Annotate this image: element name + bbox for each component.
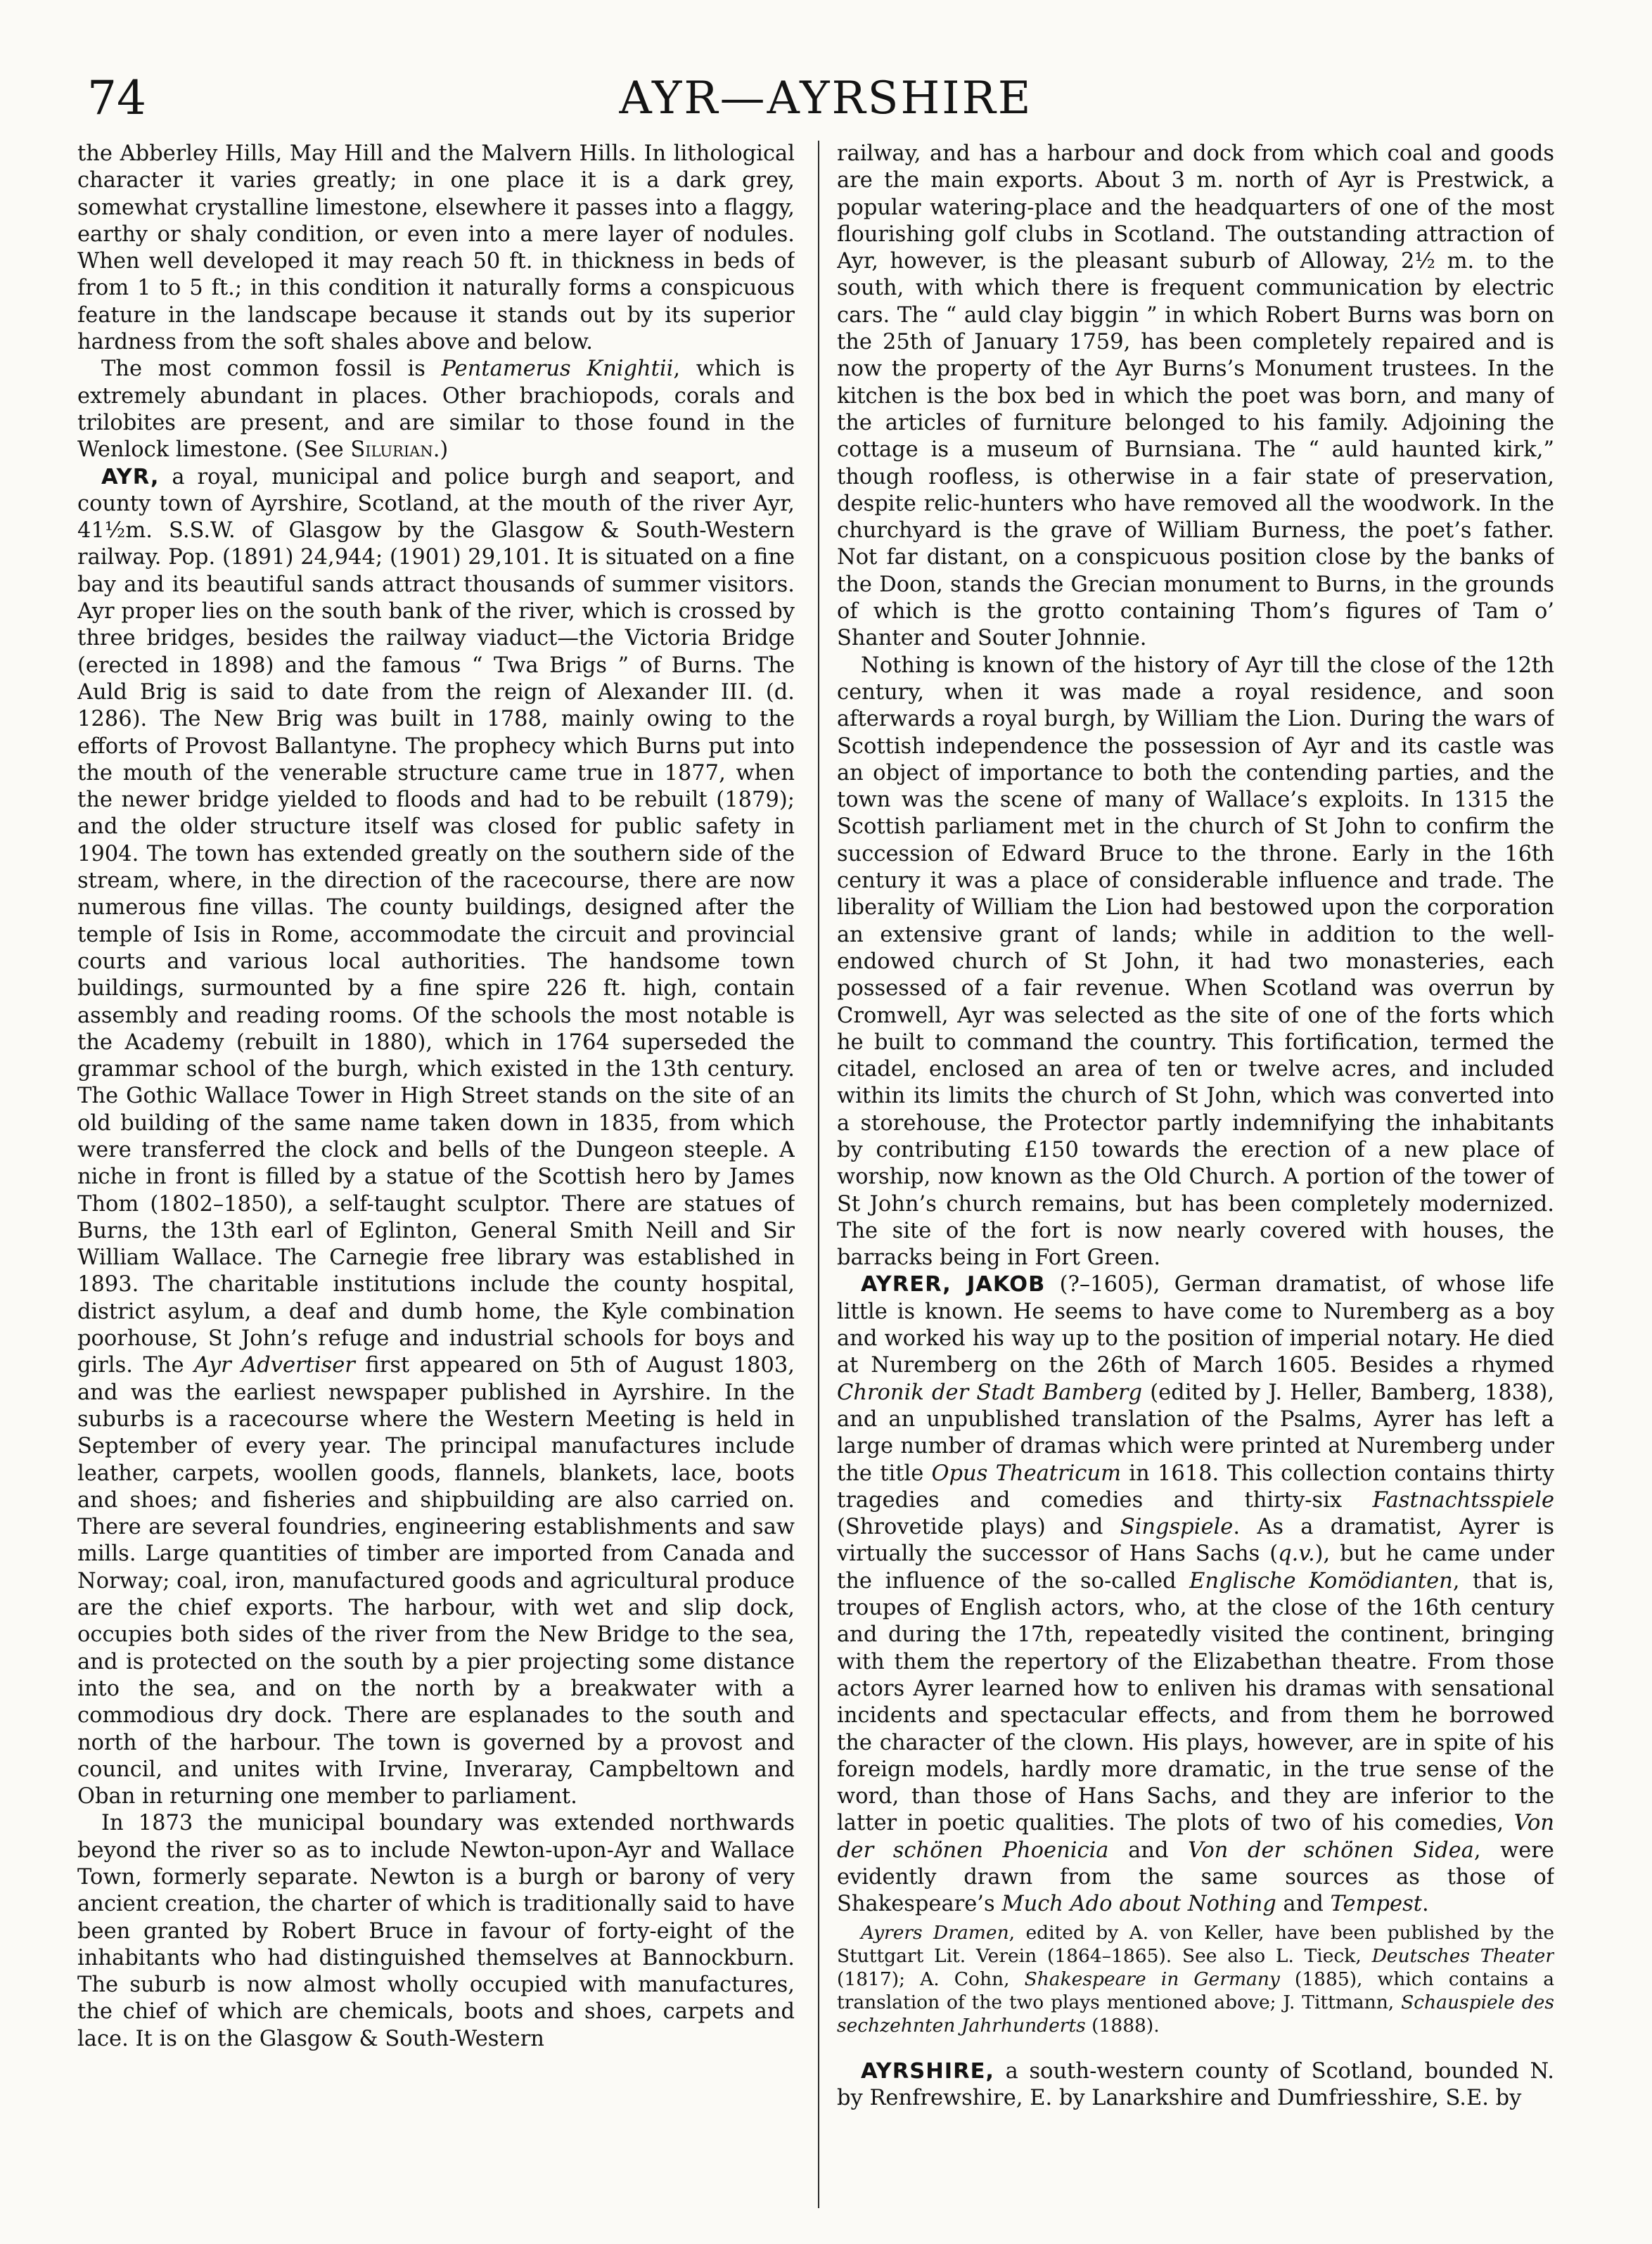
work-title: Englische Komödianten [1189, 1568, 1453, 1594]
abbreviation: q.v. [1278, 1541, 1315, 1567]
work-title: Shakespeare in Germany [1024, 1968, 1280, 1990]
work-title: Von der schönen Phoenicia [837, 1811, 1554, 1863]
text-run: in 1618. This collection contains thirty tragedies and comedies and thirty-six [837, 1461, 1554, 1513]
work-title: Much Ado about Nothing [1001, 1892, 1276, 1917]
newspaper-title: Ayr Advertiser [194, 1353, 355, 1378]
text-run: , were evidently drawn from the same sources as those of Shakespeare’s [837, 1838, 1554, 1917]
ayr-entry [77, 464, 795, 1811]
text-run: , which is extremely abundant in places. Other brachiopods, corals and trilobites are present, and are similar to those found in the Wenlock limestone. (See [77, 357, 795, 463]
text-run: a royal, municipal and police burgh and seaport, and county town of Ayrshire, Scotland, at the mouth of the river Ayr, 41½m. S.S.W. of Glasgow by the Glasgow & South-Western railway. Pop. (1891) 24,944; (1901) 29,101. It is situated on a fine bay and its beautiful sands attract thousands of summer visitors. Ayr proper lies on the south bank of the river, which is crossed by three bridges, besides the railway viaduct—the Victoria Bridge (erected in 1898) and the famous “ Twa Brigs ” of Burns. The Auld Brig is said to date from the reign of Alexander III. (d. 1286). The New Brig was built in 1788, mainly owing to the efforts of Provost Ballantyne. The prophecy which Burns put into the mouth of the venerable structure came true in 1877, when the newer bridge yielded to floods and had to be rebuilt (1879); and the older structure itself was closed for public safety in 1904. The town has extended greatly on the southern side of the stream, where, in the direction of the racecourse, there are now numerous fine villas. The county buildings, designed after the temple of Isis in Rome, accommodate the circuit and provincial courts and various local authorities. The handsome town buildings, surmounted by a fine spire 226 ft. high, contain assembly and reading rooms. Of the schools the most notable is the Academy (rebuilt in 1880), which in 1764 superseded the grammar school of the burgh, which existed in the 13th century. The Gothic Wallace Tower in High Street stands on the site of an old building of the same name taken down in 1835, from which were transferred the clock and bells of the Dungeon steeple. A niche in front is filled by a statue of the Scottish hero by James Thom (1802–1850), a self-taught sculptor. There are statues of Burns, the 13th earl of Eglinton, General Smith Neill and Sir William Wallace. The Carnegie free library was established in 1893. The charitable institutions include the county hospital, district asylum, a deaf and dumb home, the Kyle combination poorhouse, St John’s refuge and industrial schools for boys and girls. The [77, 464, 795, 1378]
work-title: Ayrers Dramen [861, 1921, 1009, 1944]
text-run: and [1276, 1892, 1331, 1917]
text-run: first appeared on 5th of August 1803, and was the earliest newspaper published in Ayrshire. In the suburbs is a racecourse where the Western Meeting is held in September of every year. The principal manufactures include leather, carpets, woollen goods, flannels, blankets, lace, boots and shoes; and fisheries and shipbuilding are also carried on. There are several foundries, engineering establishments and saw mills. Large quantities of timber are imported from Canada and Norway; coal, iron, manufactured goods and agricultural produce are the chief exports. The harbour, with wet and slip dock, occupies both sides of the river from the New Bridge to the sea, and is protected on the south by a pier projecting some distance into the sea, and on the north by a breakwater with a commodious dry dock. There are esplanades to the south and north of the harbour. The town is governed by a provost and council, and unites with Irvine, Inveraray, Campbeltown and Oban in returning one member to parliament. [77, 1353, 795, 1809]
page-number: 74 [87, 71, 146, 125]
text-run: a south-western county of Scotland, bounded N. by Renfrewshire, E. by Lanarkshire and Dumfriesshire, S.E. by [837, 2058, 1554, 2110]
work-title: Chronik der Stadt Bamberg [837, 1380, 1142, 1405]
species-name: Pentamerus Knightii [441, 357, 674, 382]
ayrshire-entry [837, 2058, 1554, 2112]
work-title: Opus Theatricum [931, 1461, 1122, 1486]
text-run: (Shrovetide plays) and [837, 1515, 1120, 1540]
text-run: . As a dramatist, Ayrer is virtually the successor of Hans Sachs ( [837, 1515, 1554, 1567]
text-run: . [1421, 1892, 1429, 1917]
ayrer-entry [837, 1271, 1554, 1918]
headword-ayrer: AYRER, JAKOB [861, 1272, 1046, 1297]
text-run: (1888). [1085, 2014, 1160, 2037]
fossil-paragraph [77, 356, 795, 463]
headword-ayr: AYR, [101, 464, 160, 489]
left-column [77, 141, 795, 2222]
cross-reference: Silurian [350, 437, 433, 463]
right-column [837, 141, 1554, 2222]
text-run: and [1108, 1838, 1189, 1863]
ayr-history-paragraph: Nothing is known of the history of Ayr till the close of the 12th century, when it was made a royal residence, and soon afterwards a royal burgh, by William the Lion. During the wars of Scottish independence the possession of Ayr and its castle was an object of importance to both the contending parties, and the town was the scene of many of Wallace’s exploits. In 1315 the Scottish parliament met in the church of St John to confirm the succession of Edward Bruce to the throne. Early in the 16th century it was a place of considerable influence and trade. The liberality of William the Lion had bestowed upon the corporation an extensive grant of lands; while in addition to the well-endowed church of St John, it had two monasteries, each possessed of a fair revenue. When Scotland was overrun by Cromwell, Ayr was selected as the site of one of the forts which he built to command the country. This fortification, termed the citadel, enclosed an area of ten or twelve acres, and included within its limits the church of St John, which was converted into a storehouse, the Protector partly indemnifying the inhabitants by contributing £150 towards the erection of a new place of worship, now known as the Old Church. A portion of the tower of St John’s church remains, but has been completely modernized. The site of the fort is now nearly covered with houses, the barracks being in Fort Green. [837, 653, 1554, 1271]
work-title: Von der schönen Sidea [1188, 1838, 1474, 1863]
page-header [0, 70, 1652, 127]
headword-ayrshire: AYRSHIRE, [861, 2058, 995, 2084]
work-title: Tempest [1330, 1892, 1422, 1917]
text-run: The most common fossil is [101, 357, 442, 382]
text-run: (edited by J. Heller, Bamberg, 1838), and an unpublished translation of the Psalms, Ayrer has left a large number of dramas which were printed at Nuremberg under the title [837, 1380, 1554, 1486]
text-run: (1817); A. Cohn, [837, 1968, 1025, 1990]
work-title: Singspiele [1120, 1515, 1234, 1540]
bibliography-note [837, 1921, 1554, 2037]
ayr-continued-paragraph: railway, and has a harbour and dock from which coal and goods are the main exports. About 3 m. north of Ayr is Prestwick, a popular watering-place and the headquarters of one of the most flourishing golf clubs in Scotland. The outstanding attraction of Ayr, however, is the pleasant suburb of Alloway, 2½ m. to the south, with which there is frequent communication by electric cars. The “ auld clay biggin ” in which Robert Burns was born on the 25th of January 1759, has been completely repaired and is now the property of the Ayr Burns’s Monument trustees. In the kitchen is the box bed in which the poet was born, and many of the articles of furniture belonged to his family. Adjoining the cottage is a museum of Burnsiana. The “ auld haunted kirk,” though roofless, is otherwise in a fair state of preservation, despite relic-hunters who have removed all the woodwork. In the churchyard is the grave of William Burness, the poet’s father. Not far distant, on a conspicuous position close by the banks of the Doon, stands the Grecian monument to Burns, in the grounds of which is the grotto containing Thom’s figures of Tam o’ Shanter and Souter Johnnie. [837, 141, 1554, 651]
municipal-boundary-paragraph: In 1873 the municipal boundary was extended northwards beyond the river so as to include Newton-upon-Ayr and Wallace Town, formerly separate. Newton is a burgh or barony of very ancient creation, the charter of which is traditionally said to have been granted by Robert Bruce in favour of forty-eight of the inhabitants who had distinguished themselves at Bannockburn. The suburb is now almost wholly occupied with manufactures, the chief of which are chemicals, boots and shoes, carpets and lace. It is on the Glasgow & South-Western [77, 1811, 795, 2051]
text-run: , edited by A. von Keller, have been published by the Stuttgart Lit. Verein (1864–1865). See also L. Tieck, [837, 1921, 1554, 1967]
column-divider [818, 141, 819, 2208]
limestone-continued-paragraph: the Abberley Hills, May Hill and the Malvern Hills. In lithological character it varies greatly; in one place it is a dark grey, somewhat crystalline limestone, elsewhere it passes into a flaggy, earthy or shaly condition, or even into a mere layer of nodules. When well developed it may reach 50 ft. in thickness in beds of from 1 to 5 ft.; in this condition it naturally forms a conspicuous feature in the landscape because it stands out by its superior hardness from the soft shales above and below. [77, 141, 795, 355]
text-run: , that is, troupes of English actors, who, at the close of the 16th century and during the 17th, repeatedly visited the continent, bringing with them the repertory of the Elizabethan theatre. From those actors Ayrer learned how to enliven his dramas with sensational incidents and spectacular effects, and from them he borrowed the character of the clown. His plays, however, are in spite of his foreign models, hardly more dramatic, in the true sense of the word, than those of Hans Sachs, and they are inferior to the latter in poetic qualities. The plots of two of his comedies, [837, 1568, 1554, 1836]
running-head: AYR—AYRSHIRE [619, 72, 1033, 124]
work-title: Fastnachtsspiele [1372, 1487, 1554, 1513]
work-title: Schauspiele des sechzehnten Jahrhunderts [837, 1991, 1554, 2037]
text-run: .) [433, 437, 449, 463]
text-run: (1885), which contains a translation of the two plays mentioned above; J. Tittmann, [837, 1968, 1554, 2013]
text-run: (?–1605), German dramatist, of whose life little is known. He seems to have come to Nuremberg as a boy and worked his way up to the position of imperial notary. He died at Nuremberg on the 26th of March 1605. Besides a rhymed [837, 1272, 1554, 1378]
text-run: ), but he came under the influence of the so-called [837, 1541, 1554, 1594]
work-title: Deutsches Theater [1371, 1944, 1554, 1967]
